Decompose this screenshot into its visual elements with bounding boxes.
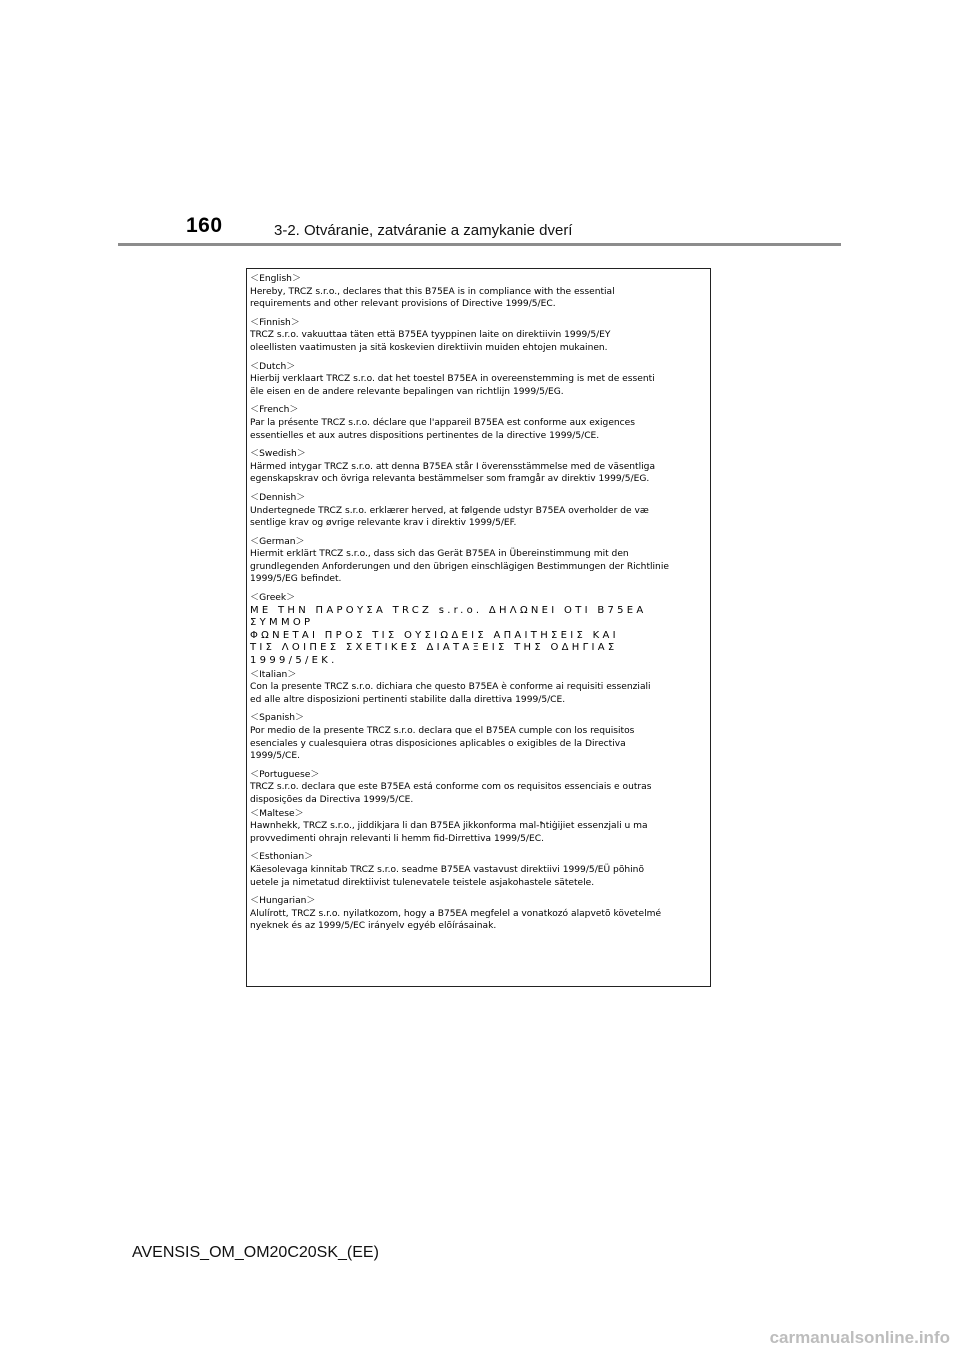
declaration-greek bbox=[250, 592, 707, 668]
declaration-danish bbox=[250, 492, 707, 530]
language-heading: ＜ Swedish ＞ bbox=[250, 448, 707, 461]
declaration-italian bbox=[250, 669, 707, 707]
declaration-swedish bbox=[250, 448, 707, 486]
declaration-text: Con la presente TRCZ s.r.o. dichiara che questo B75EA è conforme ai requisiti essenziali ed alle altre disposizioni pertinenti stabilite dalla direttiva 1999/5/CE. bbox=[250, 682, 651, 705]
page-number: 160 bbox=[186, 214, 223, 237]
language-heading: ＜ Italian ＞ bbox=[250, 669, 707, 682]
declaration-of-conformity-box bbox=[246, 268, 711, 987]
language-heading: ＜ Maltese ＞ bbox=[250, 808, 707, 821]
declaration-french bbox=[250, 404, 707, 442]
declaration-text: Par la présente TRCZ s.r.o. déclare que l'appareil B75EA est conforme aux exigences essentielles et aux autres dispositions pertinentes de la directive 1999/5/CE. bbox=[250, 417, 636, 441]
declaration-text: Alulírott, TRCZ s.r.o. nyilatkozom, hogy a B75EA megfelel a vonatkozó alapvetõ követelmé nyeknek és az 1999/5/EC irányelv egyéb elõírásainak. bbox=[250, 908, 662, 932]
declaration-text: Hierbij verklaart TRCZ s.r.o. dat het toestel B75EA in overeenstemming is met de essenti ële eisen en de andere relevante bepalingen van richtlijn 1999/5/EG. bbox=[250, 374, 655, 397]
declaration-hungarian bbox=[250, 895, 707, 933]
language-heading: ＜ Greek ＞ bbox=[250, 592, 707, 605]
declaration-text: Hereby, TRCZ s.r.o., declares that this B75EA is in compliance with the essential requirements and other relevant provisions of Directive 1999/5/EC. bbox=[250, 286, 615, 310]
language-heading: ＜ Esthonian ＞ bbox=[250, 851, 707, 864]
language-heading: ＜ Finnish ＞ bbox=[250, 317, 707, 330]
declaration-text: Hiermit erklärt TRCZ s.r.o., dass sich das Gerät B75EA in Übereinstimmung mit den grundlegenden Anforderungen und den übrigen einschlägigen Bestimmungen der Richtlinie 1999/5/EG befindet. bbox=[250, 549, 669, 585]
declaration-spanish bbox=[250, 712, 707, 762]
declaration-text: Härmed intygar TRCZ s.r.o. att denna B75EA står I överensstämmelse med de väsentliga egenskapskrav och övriga relevanta bestämmelser som framgår av direktiv 1999/5/EG. bbox=[250, 461, 656, 485]
language-heading: ＜ Spanish ＞ bbox=[250, 712, 707, 725]
section-title: 3-2. Otváranie, zatváranie a zamykanie dverí bbox=[274, 222, 573, 239]
language-heading: ＜ Dennish ＞ bbox=[250, 492, 707, 505]
declaration-german bbox=[250, 536, 707, 586]
language-heading: ＜ French ＞ bbox=[250, 404, 707, 417]
declaration-portuguese bbox=[250, 769, 707, 807]
watermark: carmanualsonline.info bbox=[769, 1328, 950, 1347]
declaration-english bbox=[250, 273, 707, 311]
declaration-text: TRCZ s.r.o. declara que este B75EA está conforme com os requisitos essenciais e outras disposições da Directiva 1999/5/CE. bbox=[250, 782, 652, 805]
declaration-dutch bbox=[250, 361, 707, 399]
declaration-estonian bbox=[250, 851, 707, 889]
declaration-text: Käesolevaga kinnitab TRCZ s.r.o. seadme B75EA vastavust direktiivi 1999/5/EÜ põhinõ uetele ja nimetatud direktiivist tulenevatele teistele asjakohastele sätetele. bbox=[250, 864, 645, 888]
declaration-text: TRCZ s.r.o. vakuuttaa täten että B75EA tyyppinen laite on direktiivin 1999/5/EY oleellisten vaatimusten ja sitä koskevien direktiivin muiden ehtojen mukainen. bbox=[250, 330, 611, 353]
declaration-maltese bbox=[250, 808, 707, 846]
declaration-text: Por medio de la presente TRCZ s.r.o. declara que el B75EA cumple con los requisitos esenciales y cualesquiera otras disposiciones aplicables o exigibles de la Directiva 1999/5/CE. bbox=[250, 726, 635, 762]
language-heading: ＜ Portuguese ＞ bbox=[250, 769, 707, 782]
header-divider bbox=[118, 243, 841, 246]
declaration-text: Hawnhekk, TRCZ s.r.o., jiddikjara li dan B75EA jikkonforma mal-ħtiġijiet essenzjali u ma provvedimenti ohrajn relevanti li hemm fid-Dirrettiva 1999/5/EC. bbox=[250, 821, 648, 844]
language-heading: ＜ Hungarian ＞ bbox=[250, 895, 707, 908]
language-heading: ＜ German ＞ bbox=[250, 536, 707, 549]
declaration-finnish bbox=[250, 317, 707, 355]
language-heading: ＜ Dutch ＞ bbox=[250, 361, 707, 374]
document-code: AVENSIS_OM_OM20C20SK_(EE) bbox=[132, 1244, 379, 1261]
declaration-text: ΜΕ ΤΗΝ ΠΑΡΟΥΣΑ TRCZ s.r.o. ΔΗΛΩΝΕΙ ΟΤΙ B75EA ΣΥΜΜΟΡ ΦΩΝΕΤΑΙ ΠΡΟΣ ΤΙΣ ΟΥΣΙΩΔΕΙΣ ΑΠΑΙΤΗΣΕΙΣ ΚΑΙ ΤΙΣ ΛΟΙΠΕΣ ΣΧΕΤΙΚΕΣ ΔΙΑΤΑΞΕΙΣ ΤΗΣ ΟΔΗΓΙΑΣ 1999/5/EK. bbox=[250, 604, 647, 667]
declaration-text: Undertegnede TRCZ s.r.o. erklærer herved, at følgende udstyr B75EA overholder de væ sentlige krav og øvrige relevante krav i direktiv 1999/5/EF. bbox=[250, 505, 649, 529]
language-heading: ＜ English ＞ bbox=[250, 273, 707, 286]
